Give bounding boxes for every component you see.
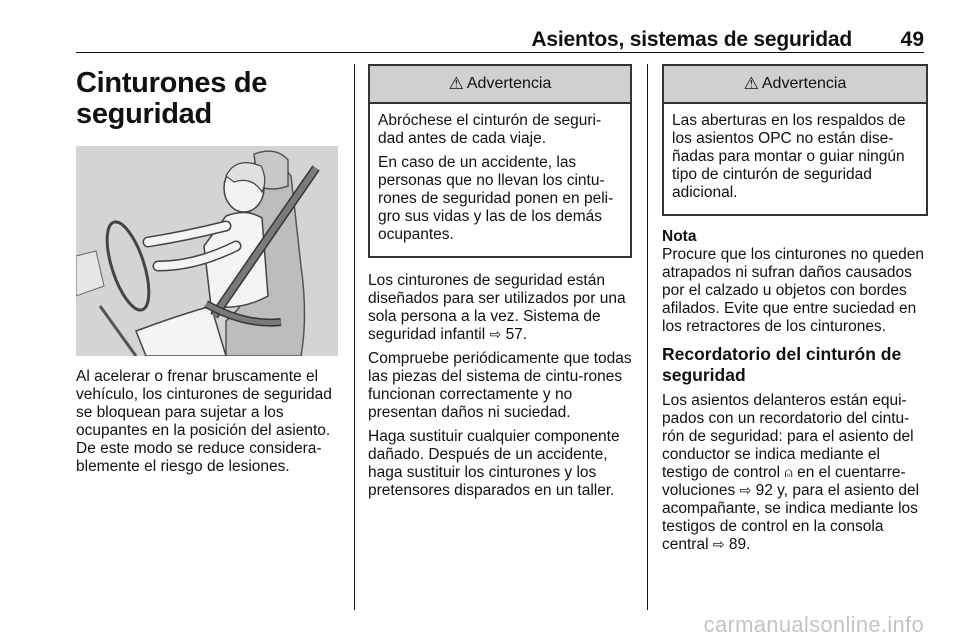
- page-header: [76, 18, 924, 53]
- warning-text-2: En caso de un accidente, las personas que no llevan los cintu-rones de seguridad ponen en peli-gro sus vidas y las de los demás ocupantes.: [378, 154, 614, 243]
- chapter-title-line1: Cinturones de: [76, 67, 268, 99]
- warning-header: [370, 66, 630, 104]
- column-divider: [647, 64, 648, 610]
- column-1: [76, 64, 338, 482]
- reminder-page-ref-2[interactable]: 89.: [728, 536, 751, 553]
- page-ref-icon: ⇨: [489, 327, 502, 343]
- reminder-paragraph: [662, 392, 928, 554]
- column-divider: [354, 64, 355, 610]
- section-title: Asientos, sistemas de seguridad: [531, 28, 852, 51]
- warning-header: [664, 66, 926, 104]
- reminder-page-ref-1[interactable]: 92: [755, 482, 773, 499]
- reminder-text-b: en el cuentarre-voluciones: [662, 464, 906, 499]
- usage-text: Los cinturones de seguridad están diseñados para ser utilizados por una sola persona a la vez. Sistema de seguridad infantil: [368, 272, 626, 343]
- warning-box-opc: [662, 64, 928, 216]
- note-body: Procure que los cinturones no queden atrapados ni sufran daños causados por el calzado u objetos con bordes afilados. Evite que entre suciedad en los retractores de los cinturones.: [662, 246, 924, 335]
- warning-body: [370, 104, 630, 256]
- warning-icon: ⚠: [448, 74, 464, 93]
- note-title: Nota: [662, 228, 697, 245]
- column-2: [368, 64, 632, 506]
- reminder-text-c: y, para el asiento del acompañante, se indica mediante los testigos de control en la consola central: [662, 482, 920, 553]
- intro-paragraph: Al acelerar o frenar bruscamente el vehículo, los cinturones de seguridad se bloquean para sujetar a los ocupantes en la posición del asiento. De este modo se reduce considera-blemente el riesgo de lesiones.: [76, 368, 332, 475]
- watermark: carmanualsonline.info: [703, 612, 924, 637]
- reminder-subtitle: Recordatorio del cinturón de seguridad: [662, 344, 902, 385]
- page-ref-icon: ⇨: [712, 537, 725, 553]
- column-3: [662, 64, 928, 560]
- warning-icon: ⚠: [743, 74, 759, 93]
- usage-paragraph: [368, 272, 632, 344]
- warning-text-1: Abróchese el cinturón de seguri-dad antes de cada viaje.: [378, 112, 602, 147]
- page-number: 49: [900, 28, 924, 51]
- warning-body: [664, 104, 926, 214]
- driver-seatbelt-drawing: [76, 146, 338, 356]
- seatbelt-warning-icon: ⍝: [784, 465, 793, 481]
- warning-text-opc: Las aberturas en los respaldos de los asientos OPC no están dise-ñadas para montar o guiar ningún tipo de cinturón de seguridad adicional.: [672, 112, 906, 201]
- seatbelt-illustration: [76, 146, 338, 356]
- reminder-text-a: Los asientos delanteros están equi-pados con un recordatorio del cintu-rón de seguridad: para el asiento del conductor se indica mediante el testigo de control: [662, 392, 914, 481]
- warning-box: [368, 64, 632, 258]
- usage-page-ref[interactable]: 57.: [505, 326, 528, 343]
- chapter-title: [76, 68, 338, 130]
- check-paragraph: Compruebe periódicamente que todas las piezas del sistema de cintu-rones funcionan correctamente y no presentan daños ni suciedad.: [368, 350, 632, 421]
- replace-paragraph: Haga sustituir cualquier componente dañado. Después de un accidente, haga sustituir los cinturones y los pretensores disparados en un taller.: [368, 428, 620, 499]
- page-ref-icon: ⇨: [739, 483, 752, 499]
- warning-label: Advertencia: [761, 75, 847, 92]
- warning-label: Advertencia: [466, 75, 552, 92]
- chapter-title-line2: seguridad: [76, 98, 212, 130]
